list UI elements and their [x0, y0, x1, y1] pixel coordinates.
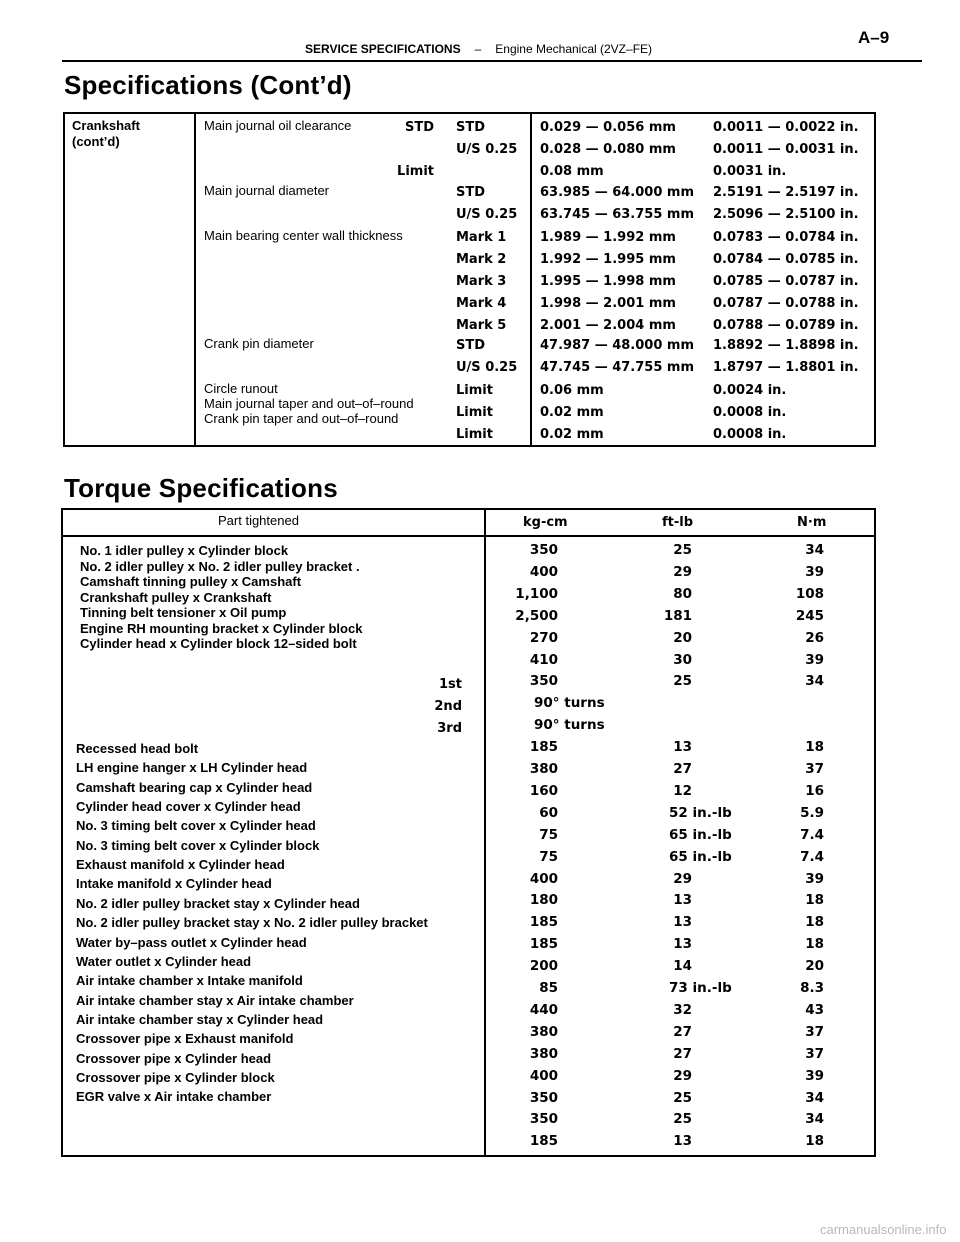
torque-ft-lb: 65 in.-lb: [669, 826, 732, 843]
spec-value-mm: 1.992 — 1.995 mm: [540, 252, 676, 267]
part-name: Crossover pipe x Exhaust manifold: [76, 1031, 294, 1047]
torque-ft-lb: 12: [673, 782, 692, 799]
torque-kg-cm: 440: [529, 1001, 558, 1018]
torque-kg-cm: 90° turns: [534, 717, 605, 734]
torque-kg-cm: 350: [529, 1089, 558, 1106]
torque-kg-cm: 1,100: [515, 585, 558, 602]
tightening-step: 3rd: [437, 721, 462, 736]
spec-condition-1: STD: [404, 120, 434, 135]
torque-ft-lb: 29: [673, 870, 692, 887]
spec-condition-2: STD: [456, 185, 486, 200]
torque-kg-cm: 270: [529, 629, 558, 646]
page-number: A–9: [858, 28, 890, 47]
torque-nm: 37: [805, 1023, 824, 1040]
torque-ft-lb: 13: [673, 1133, 692, 1150]
part-name: Tinning belt tensioner x Oil pump: [80, 605, 287, 620]
part-name: No. 1 idler pulley x Cylinder block: [80, 543, 289, 558]
torque-ft-lb: 13: [673, 914, 692, 931]
torque-kg-cm: 60: [539, 804, 558, 821]
header-separator: –: [474, 42, 482, 56]
torque-nm: 8.3: [800, 980, 824, 996]
spec-value-inch: 0.0784 — 0.0785 in.: [713, 252, 859, 267]
spec-condition-2: STD: [456, 338, 486, 353]
spec-value-inch: 0.0783 — 0.0784 in.: [713, 230, 859, 245]
spec-condition-2: Limit: [456, 383, 493, 398]
torque-nm: 34: [805, 1089, 824, 1106]
spec-condition-2: STD: [456, 120, 486, 135]
spec-condition-2: U/S 0.25: [456, 360, 518, 375]
torque-col-divider: [484, 508, 486, 1157]
spec-value-inch: 0.0785 — 0.0787 in.: [713, 274, 859, 289]
torque-kg-cm: 350: [529, 673, 558, 690]
torque-nm: 37: [805, 1045, 824, 1062]
spec-condition-2: U/S 0.25: [456, 142, 518, 157]
torque-nm: 39: [805, 870, 824, 887]
torque-kg-cm: 160: [529, 782, 558, 799]
torque-kg-cm: 180: [529, 892, 558, 909]
spec-value-inch: 2.5191 — 2.5197 in.: [713, 185, 859, 200]
spec-condition-2: U/S 0.25: [456, 207, 518, 222]
torque-kg-cm: 185: [529, 914, 558, 931]
torque-ft-lb: 29: [673, 563, 692, 580]
torque-ft-lb: 52 in.-lb: [669, 804, 732, 821]
torque-ft-lb: 25: [673, 673, 692, 690]
torque-ft-lb: 73 in.-lb: [669, 980, 732, 996]
torque-kg-cm: 90° turns: [534, 695, 605, 712]
spec-condition-2: Mark 1: [456, 230, 507, 245]
spec-value-inch: 0.0008 in.: [713, 405, 787, 420]
spec-value-inch: 0.0787 — 0.0788 in.: [713, 296, 859, 311]
torque-nm: 18: [805, 739, 824, 756]
spec-value-mm: 0.029 — 0.056 mm: [540, 120, 676, 135]
torque-kg-cm: 75: [539, 826, 558, 843]
spec-value-inch: 2.5096 — 2.5100 in.: [713, 207, 859, 222]
torque-ft-lb: 30: [673, 651, 692, 668]
spec-value-inch: 0.0011 — 0.0022 in.: [713, 120, 859, 135]
part-name: Intake manifold x Cylinder head: [76, 876, 272, 892]
torque-ft-lb: 13: [673, 892, 692, 909]
spec-value-mm: 1.998 — 2.001 mm: [540, 296, 676, 311]
spec-value-inch: 0.0788 — 0.0789 in.: [713, 318, 859, 333]
spec-value-mm: 0.06 mm: [540, 383, 604, 398]
torque-kg-cm: 200: [529, 958, 558, 975]
spec-value-mm: 47.987 — 48.000 mm: [540, 338, 695, 353]
part-name: Water outlet x Cylinder head: [76, 953, 252, 969]
torque-kg-cm: 185: [529, 936, 558, 953]
torque-nm: 20: [805, 958, 824, 975]
spec-title: Specifications (Cont’d): [64, 70, 352, 100]
torque-nm: 5.9: [800, 804, 824, 821]
part-name: Engine RH mounting bracket x Cylinder block: [80, 620, 363, 636]
part-name: Crossover pipe x Cylinder head: [76, 1050, 272, 1066]
spec-item-pin-taper: Crank pin taper and out–of–round: [204, 411, 399, 426]
torque-nm: 34: [805, 542, 824, 558]
tightening-step: 1st: [439, 677, 462, 692]
spec-col-divider-2: [530, 112, 532, 447]
col-ft-lb: ft-lb: [662, 515, 694, 530]
spec-value-inch: 1.8892 — 1.8898 in.: [713, 338, 859, 353]
col-kg-cm: kg-cm: [523, 515, 568, 530]
torque-kg-cm: 75: [539, 848, 558, 865]
part-name: Cylinder head cover x Cylinder head: [76, 799, 301, 815]
part-name: Cylinder head x Cylinder block 12–sided bolt: [80, 636, 357, 651]
part-name: LH engine hanger x LH Cylinder head: [76, 760, 308, 776]
torque-kg-cm: 400: [529, 870, 558, 887]
torque-nm: 34: [805, 1111, 824, 1128]
part-name: No. 3 timing belt cover x Cylinder head: [76, 818, 316, 834]
torque-nm: 7.4: [800, 826, 824, 843]
torque-ft-lb: 29: [673, 1067, 692, 1084]
torque-ft-lb: 20: [673, 629, 692, 646]
torque-nm: 7.4: [800, 848, 824, 865]
torque-kg-cm: 380: [529, 1023, 558, 1040]
spec-value-inch: 0.0011 — 0.0031 in.: [713, 142, 859, 157]
spec-value-mm: 0.028 — 0.080 mm: [540, 142, 676, 157]
spec-value-mm: 47.745 — 47.755 mm: [540, 360, 695, 375]
spec-value-mm: 63.745 — 63.755 mm: [540, 207, 695, 222]
spec-value-mm: 63.985 — 64.000 mm: [540, 185, 695, 200]
torque-nm: 18: [805, 914, 824, 931]
spec-value-mm: 0.02 mm: [540, 427, 604, 442]
torque-ft-lb: 14: [673, 958, 692, 975]
spec-value-mm: 0.02 mm: [540, 405, 604, 420]
torque-nm: 16: [805, 782, 824, 799]
spec-item-journal-diameter: Main journal diameter: [204, 183, 330, 198]
torque-ft-lb: 25: [673, 1111, 692, 1128]
torque-nm: 39: [805, 1067, 824, 1084]
torque-nm: 39: [805, 651, 824, 668]
spec-condition-2: Mark 4: [456, 296, 507, 311]
torque-ft-lb: 80: [673, 585, 692, 602]
spec-condition-2: Limit: [456, 427, 493, 442]
torque-kg-cm: 185: [529, 739, 558, 756]
torque-kg-cm: 350: [529, 542, 558, 558]
spec-item-journal-taper: Main journal taper and out–of–round: [204, 396, 414, 411]
torque-kg-cm: 400: [529, 1067, 558, 1084]
spec-condition-1: Limit: [397, 164, 434, 179]
torque-kg-cm: 380: [529, 1045, 558, 1062]
footer-watermark: carmanualsonline.info: [820, 1222, 947, 1237]
torque-nm: 37: [805, 761, 824, 777]
spec-value-inch: 0.0031 in.: [713, 164, 787, 179]
torque-nm: 39: [805, 563, 824, 580]
torque-nm: 18: [805, 892, 824, 909]
part-name: No. 2 idler pulley bracket stay x Cylinder head: [76, 895, 360, 911]
spec-item-center-wall: Main bearing center wall thickness: [204, 228, 403, 243]
part-name: Air intake chamber stay x Air intake chamber: [76, 992, 354, 1008]
part-name: Recessed head bolt: [76, 741, 199, 756]
torque-kg-cm: 410: [529, 651, 558, 668]
part-name: Exhaust manifold x Cylinder head: [76, 857, 285, 873]
spec-value-mm: 0.08 mm: [540, 164, 604, 179]
torque-header-rule: [61, 535, 876, 537]
torque-nm: 108: [795, 585, 824, 602]
spec-value-mm: 2.001 — 2.004 mm: [540, 318, 676, 333]
spec-value-inch: 0.0024 in.: [713, 383, 787, 398]
part-name: No. 2 idler pulley bracket stay x No. 2 idler pulley bracket: [76, 915, 428, 931]
running-header: [305, 42, 652, 56]
spec-value-mm: 1.989 — 1.992 mm: [540, 230, 676, 245]
spec-item-crank-pin: Crank pin diameter: [204, 336, 314, 351]
col-part-tightened: Part tightened: [218, 513, 299, 528]
part-name: Crossover pipe x Cylinder block: [76, 1069, 275, 1085]
torque-kg-cm: 2,500: [515, 607, 558, 624]
torque-ft-lb: 65 in.-lb: [669, 848, 732, 865]
torque-nm: 245: [795, 607, 824, 624]
spec-condition-2: Mark 5: [456, 318, 507, 333]
header-rule: [62, 60, 922, 62]
spec-condition-2: Mark 2: [456, 252, 507, 267]
torque-kg-cm: 380: [529, 761, 558, 777]
part-name: Water by–pass outlet x Cylinder head: [76, 934, 307, 950]
torque-nm: 18: [805, 1133, 824, 1150]
torque-nm: 18: [805, 936, 824, 953]
torque-kg-cm: 185: [529, 1133, 558, 1150]
part-name: EGR valve x Air intake chamber: [76, 1089, 272, 1105]
spec-value-mm: 1.995 — 1.998 mm: [540, 274, 676, 289]
torque-ft-lb: 27: [673, 761, 692, 777]
torque-kg-cm: 85: [539, 980, 558, 996]
torque-ft-lb: 13: [673, 739, 692, 756]
torque-title: Torque Specifications: [64, 473, 338, 503]
spec-group-label: Crankshaft: [72, 118, 140, 133]
torque-kg-cm: 350: [529, 1111, 558, 1128]
spec-item-oil-clearance: Main journal oil clearance: [204, 118, 352, 133]
part-name: No. 2 idler pulley x No. 2 idler pulley bracket .: [80, 558, 360, 574]
spec-group-label-2: (cont’d): [72, 134, 120, 149]
torque-nm: 26: [805, 629, 824, 646]
spec-condition-2: Limit: [456, 405, 493, 420]
torque-ft-lb: 27: [673, 1045, 692, 1062]
spec-value-inch: 0.0008 in.: [713, 427, 787, 442]
header-subsection: Engine Mechanical (2VZ–FE): [495, 42, 653, 56]
part-name: Air intake chamber stay x Cylinder head: [76, 1011, 324, 1027]
torque-nm: 43: [805, 1001, 824, 1018]
col-nm: N·m: [797, 515, 827, 530]
spec-item-runout: Circle runout: [204, 381, 278, 396]
part-name: No. 3 timing belt cover x Cylinder block: [76, 837, 320, 853]
torque-nm: 34: [805, 673, 824, 690]
part-name: Camshaft bearing cap x Cylinder head: [76, 779, 313, 795]
part-name: Camshaft tinning pulley x Camshaft: [80, 574, 302, 589]
torque-ft-lb: 13: [673, 936, 692, 953]
part-name: Air intake chamber x Intake manifold: [76, 973, 303, 989]
torque-ft-lb: 27: [673, 1023, 692, 1040]
torque-ft-lb: 25: [673, 542, 692, 558]
torque-kg-cm: 400: [529, 563, 558, 580]
spec-condition-2: Mark 3: [456, 274, 507, 289]
tightening-step: 2nd: [434, 699, 462, 714]
part-name: Crankshaft pulley x Crankshaft: [80, 589, 272, 605]
spec-value-inch: 1.8797 — 1.8801 in.: [713, 360, 859, 375]
torque-ft-lb: 25: [673, 1089, 692, 1106]
spec-col-divider-1: [194, 112, 196, 447]
torque-ft-lb: 181: [663, 607, 692, 624]
torque-ft-lb: 32: [673, 1001, 692, 1018]
header-section: SERVICE SPECIFICATIONS: [305, 42, 461, 56]
